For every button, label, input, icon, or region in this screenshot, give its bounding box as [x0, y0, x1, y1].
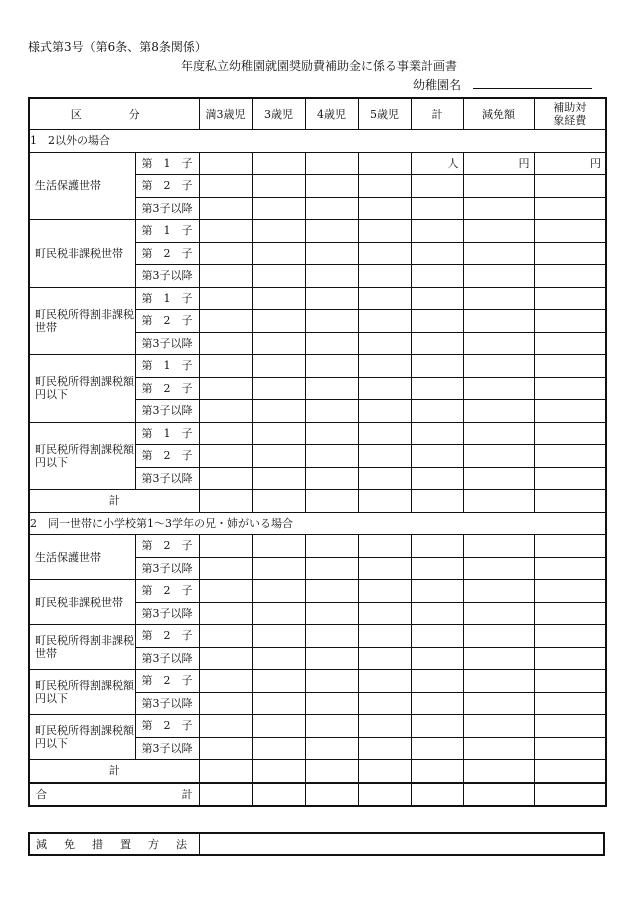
school-name-field[interactable]: [473, 88, 592, 89]
s1-g3-r3-cell-5[interactable]: [411, 332, 463, 355]
s1-g5-r3-cell-7[interactable]: [534, 467, 606, 490]
child-order-label: 第 1 子: [135, 355, 199, 378]
s2-g3-r1-cell-7[interactable]: [534, 625, 606, 648]
s2-g2-r2-cell-3[interactable]: [305, 602, 358, 625]
s2-g3-r1-cell-5[interactable]: [411, 625, 463, 648]
table-row: [29, 625, 606, 648]
s2-g2-r1-cell-5[interactable]: [411, 580, 463, 603]
s1-g4-r1-cell-1[interactable]: [199, 355, 252, 378]
s1-subtotal-cell-5[interactable]: [411, 490, 463, 513]
header-subsidy-cost: 補助対 象経費: [534, 98, 606, 130]
s2-g2-r2-cell-6[interactable]: [463, 602, 534, 625]
s1-g4-r2-cell-3[interactable]: [305, 377, 358, 400]
s2-g4-r2-cell-6[interactable]: [463, 692, 534, 715]
s1-g1-r3-cell-5[interactable]: [411, 197, 463, 220]
s1-g1-r1-cell-2[interactable]: [252, 152, 305, 175]
s2-g5-r1-cell-2[interactable]: [252, 715, 305, 738]
s2-g5-r1-cell-5[interactable]: [411, 715, 463, 738]
reduction-method-field[interactable]: [199, 833, 604, 855]
s2-g2-r2-cell-5[interactable]: [411, 602, 463, 625]
s1-g3-r2-cell-1[interactable]: [199, 310, 252, 333]
grand-total-label-right: 計: [181, 787, 193, 801]
table-row: [29, 422, 606, 445]
s2-g2-r1-cell-2[interactable]: [252, 580, 305, 603]
s1-subtotal-cell-7[interactable]: [534, 490, 606, 513]
s1-g4-r2-cell-1[interactable]: [199, 377, 252, 400]
household-category-label: 町民税非課税世帯: [29, 220, 135, 288]
s1-g3-r1-cell-2[interactable]: [252, 287, 305, 310]
table-row: [29, 535, 606, 558]
s1-g4-r2-cell-2[interactable]: [252, 377, 305, 400]
s1-g2-r2-cell-3[interactable]: [305, 242, 358, 265]
s2-g3-r1-cell-6[interactable]: [463, 625, 534, 648]
s2-g1-r2-cell-4[interactable]: [358, 557, 411, 580]
s1-g5-r2-cell-2[interactable]: [252, 445, 305, 468]
s2-g5-r2-cell-7[interactable]: [534, 737, 606, 760]
child-order-label: 第 2 子: [135, 445, 199, 468]
s1-g1-r3-cell-3[interactable]: [305, 197, 358, 220]
child-order-label: 第 2 子: [135, 242, 199, 265]
child-order-label: 第3子以降: [135, 692, 199, 715]
s2-g4-r1-cell-6[interactable]: [463, 670, 534, 693]
s2-subtotal-cell-6[interactable]: [463, 760, 534, 783]
s2-g4-r1-cell-3[interactable]: [305, 670, 358, 693]
table-row: [29, 220, 606, 243]
s2-g4-r2-cell-1[interactable]: [199, 692, 252, 715]
s1-g3-r1-cell-6[interactable]: [463, 287, 534, 310]
s2-subtotal-cell-5[interactable]: [411, 760, 463, 783]
s1-g1-r2-cell-6[interactable]: [463, 175, 534, 198]
s2-g1-r2-cell-7[interactable]: [534, 557, 606, 580]
household-category-label: 生活保護世帯: [29, 152, 135, 220]
s1-g3-r3-cell-4[interactable]: [358, 332, 411, 355]
s1-g5-r1-cell-4[interactable]: [358, 422, 411, 445]
s2-subtotal-cell-4[interactable]: [358, 760, 411, 783]
s1-g1-r3-cell-6[interactable]: [463, 197, 534, 220]
s1-g5-r1-cell-1[interactable]: [199, 422, 252, 445]
s2-g4-r2-cell-4[interactable]: [358, 692, 411, 715]
s2-g3-r1-cell-2[interactable]: [252, 625, 305, 648]
s1-g2-r1-cell-1[interactable]: [199, 220, 252, 243]
child-order-label: 第 2 子: [135, 625, 199, 648]
s1-g3-r2-cell-3[interactable]: [305, 310, 358, 333]
s2-g4-r1-cell-7[interactable]: [534, 670, 606, 693]
section-1-title-row: [29, 130, 606, 153]
s2-g3-r2-cell-2[interactable]: [252, 647, 305, 670]
s2-g1-r2-cell-6[interactable]: [463, 557, 534, 580]
s1-g2-r1-cell-5[interactable]: [411, 220, 463, 243]
s1-subtotal-cell-4[interactable]: [358, 490, 411, 513]
s1-g3-r3-cell-1[interactable]: [199, 332, 252, 355]
s1-g2-r1-cell-2[interactable]: [252, 220, 305, 243]
header-age-4: 4歳児: [305, 98, 358, 130]
household-category-label: 生活保護世帯: [29, 535, 135, 580]
s1-g4-r1-cell-2[interactable]: [252, 355, 305, 378]
household-category-label: 町民税所得割非課税世帯: [29, 287, 135, 355]
s1-g5-r2-cell-7[interactable]: [534, 445, 606, 468]
s2-g5-r1-cell-7[interactable]: [534, 715, 606, 738]
s2-g3-r1-cell-4[interactable]: [358, 625, 411, 648]
s1-g4-r1-cell-4[interactable]: [358, 355, 411, 378]
s1-g2-r1-cell-4[interactable]: [358, 220, 411, 243]
s2-g1-r1-cell-5[interactable]: [411, 535, 463, 558]
header-total: 計: [411, 98, 463, 130]
s1-g2-r2-cell-4[interactable]: [358, 242, 411, 265]
s1-g1-r3-cell-2[interactable]: [252, 197, 305, 220]
child-order-label: 第 2 子: [135, 670, 199, 693]
child-order-label: 第3子以降: [135, 467, 199, 490]
s1-g2-r3-cell-1[interactable]: [199, 265, 252, 288]
s2-g5-r1-cell-1[interactable]: [199, 715, 252, 738]
s2-subtotal-cell-3[interactable]: [305, 760, 358, 783]
child-order-label: 第3子以降: [135, 400, 199, 423]
s1-g4-r3-cell-2[interactable]: [252, 400, 305, 423]
s1-g3-r1-cell-4[interactable]: [358, 287, 411, 310]
s1-g4-r3-cell-3[interactable]: [305, 400, 358, 423]
s2-g5-r2-cell-1[interactable]: [199, 737, 252, 760]
s1-g1-r1-cell-4[interactable]: [358, 152, 411, 175]
s2-g1-r1-cell-6[interactable]: [463, 535, 534, 558]
child-order-label: 第 1 子: [135, 220, 199, 243]
s1-g1-r2-cell-4[interactable]: [358, 175, 411, 198]
s1-g5-r1-cell-5[interactable]: [411, 422, 463, 445]
s1-g1-r1-cell-6[interactable]: 円: [463, 152, 534, 175]
s1-g5-r3-cell-5[interactable]: [411, 467, 463, 490]
s1-g3-r3-cell-7[interactable]: [534, 332, 606, 355]
s1-subtotal-cell-6[interactable]: [463, 490, 534, 513]
form-number: 様式第3号（第6条、第8条関係）: [28, 40, 207, 54]
child-order-label: 第3子以降: [135, 737, 199, 760]
s2-g2-r1-cell-4[interactable]: [358, 580, 411, 603]
s1-g1-r1-cell-5[interactable]: 人: [411, 152, 463, 175]
s1-g2-r3-cell-2[interactable]: [252, 265, 305, 288]
grand-total-cell-3[interactable]: [305, 783, 358, 807]
s1-g3-r2-cell-5[interactable]: [411, 310, 463, 333]
s2-g4-r2-cell-3[interactable]: [305, 692, 358, 715]
table-row: [29, 355, 606, 378]
grand-total-cell-5[interactable]: [411, 783, 463, 807]
s2-g3-r2-cell-7[interactable]: [534, 647, 606, 670]
s1-g5-r3-cell-2[interactable]: [252, 467, 305, 490]
section-1-title: 1 2以外の場合: [29, 130, 606, 153]
s1-g2-r3-cell-4[interactable]: [358, 265, 411, 288]
s1-g3-r1-cell-5[interactable]: [411, 287, 463, 310]
s2-g4-r1-cell-1[interactable]: [199, 670, 252, 693]
s2-g4-r1-cell-5[interactable]: [411, 670, 463, 693]
section-2-title: 2 同一世帯に小学校第1～3学年の兄・姉がいる場合: [29, 512, 606, 535]
s2-g1-r1-cell-1[interactable]: [199, 535, 252, 558]
s1-g2-r3-cell-6[interactable]: [463, 265, 534, 288]
s2-g2-r1-cell-3[interactable]: [305, 580, 358, 603]
s1-g2-r1-cell-7[interactable]: [534, 220, 606, 243]
s1-g5-r1-cell-7[interactable]: [534, 422, 606, 445]
s2-g2-r2-cell-4[interactable]: [358, 602, 411, 625]
grand-total-row: [29, 783, 606, 807]
s1-g5-r3-cell-1[interactable]: [199, 467, 252, 490]
s1-g3-r1-cell-1[interactable]: [199, 287, 252, 310]
s1-g5-r2-cell-5[interactable]: [411, 445, 463, 468]
s2-g3-r1-cell-3[interactable]: [305, 625, 358, 648]
grand-total-cell-6[interactable]: [463, 783, 534, 807]
child-order-label: 第3子以降: [135, 557, 199, 580]
s2-g4-r1-cell-4[interactable]: [358, 670, 411, 693]
section-1-subtotal-row: [29, 490, 606, 513]
s1-g1-r3-cell-7[interactable]: [534, 197, 606, 220]
s1-g2-r3-cell-3[interactable]: [305, 265, 358, 288]
table-row: [29, 287, 606, 310]
s2-g1-r2-cell-2[interactable]: [252, 557, 305, 580]
header-kubun: 区 分: [29, 98, 199, 130]
s2-g3-r1-cell-1[interactable]: [199, 625, 252, 648]
grand-total-cell-2[interactable]: [252, 783, 305, 807]
child-order-label: 第3子以降: [135, 197, 199, 220]
s2-g5-r2-cell-4[interactable]: [358, 737, 411, 760]
s2-g1-r1-cell-3[interactable]: [305, 535, 358, 558]
s1-g3-r1-cell-7[interactable]: [534, 287, 606, 310]
s2-g5-r2-cell-2[interactable]: [252, 737, 305, 760]
s1-g3-r3-cell-6[interactable]: [463, 332, 534, 355]
s1-g2-r2-cell-6[interactable]: [463, 242, 534, 265]
s1-g3-r2-cell-6[interactable]: [463, 310, 534, 333]
s1-g1-r1-cell-1[interactable]: [199, 152, 252, 175]
s1-g2-r1-cell-6[interactable]: [463, 220, 534, 243]
s1-g1-r2-cell-2[interactable]: [252, 175, 305, 198]
s1-subtotal-cell-3[interactable]: [305, 490, 358, 513]
s1-g4-r1-cell-5[interactable]: [411, 355, 463, 378]
child-order-label: 第3子以降: [135, 602, 199, 625]
s1-g3-r3-cell-2[interactable]: [252, 332, 305, 355]
s1-g2-r3-cell-5[interactable]: [411, 265, 463, 288]
child-order-label: 第3子以降: [135, 647, 199, 670]
s1-g5-r1-cell-2[interactable]: [252, 422, 305, 445]
s1-g3-r1-cell-3[interactable]: [305, 287, 358, 310]
document-title: 年度私立幼稚園就園奨励費補助金に係る事業計画書: [181, 59, 458, 73]
child-order-label: 第 1 子: [135, 287, 199, 310]
s1-g1-r1-cell-7[interactable]: 円: [534, 152, 606, 175]
s1-g5-r3-cell-3[interactable]: [305, 467, 358, 490]
table-row: [29, 580, 606, 603]
plan-table: [28, 97, 607, 807]
s2-g3-r2-cell-1[interactable]: [199, 647, 252, 670]
s2-g2-r1-cell-1[interactable]: [199, 580, 252, 603]
s2-g2-r1-cell-7[interactable]: [534, 580, 606, 603]
header-age-3: 3歳児: [252, 98, 305, 130]
child-order-label: 第3子以降: [135, 265, 199, 288]
s1-g4-r1-cell-3[interactable]: [305, 355, 358, 378]
s1-g4-r2-cell-6[interactable]: [463, 377, 534, 400]
s2-g4-r2-cell-2[interactable]: [252, 692, 305, 715]
s1-g2-r2-cell-2[interactable]: [252, 242, 305, 265]
s2-g2-r1-cell-6[interactable]: [463, 580, 534, 603]
header-row: [29, 98, 606, 130]
s2-g5-r2-cell-3[interactable]: [305, 737, 358, 760]
household-category-label: 町民税所得割非課税世帯: [29, 625, 135, 670]
s1-g4-r3-cell-7[interactable]: [534, 400, 606, 423]
s1-g5-r1-cell-3[interactable]: [305, 422, 358, 445]
s2-g3-r2-cell-5[interactable]: [411, 647, 463, 670]
table-row: [29, 670, 606, 693]
s2-g3-r2-cell-6[interactable]: [463, 647, 534, 670]
s2-g1-r1-cell-2[interactable]: [252, 535, 305, 558]
s2-g5-r2-cell-6[interactable]: [463, 737, 534, 760]
grand-total-label-left: 合: [36, 787, 47, 801]
subtotal-label: 計: [29, 490, 199, 513]
s2-g3-r2-cell-3[interactable]: [305, 647, 358, 670]
s1-g4-r2-cell-4[interactable]: [358, 377, 411, 400]
s1-g3-r2-cell-4[interactable]: [358, 310, 411, 333]
s1-g5-r2-cell-4[interactable]: [358, 445, 411, 468]
s1-g1-r3-cell-4[interactable]: [358, 197, 411, 220]
s1-g5-r2-cell-3[interactable]: [305, 445, 358, 468]
s1-g1-r2-cell-5[interactable]: [411, 175, 463, 198]
s1-g1-r2-cell-3[interactable]: [305, 175, 358, 198]
header-reduction: 減免額: [463, 98, 534, 130]
s1-g4-r3-cell-4[interactable]: [358, 400, 411, 423]
s1-subtotal-cell-2[interactable]: [252, 490, 305, 513]
s2-g2-r2-cell-2[interactable]: [252, 602, 305, 625]
s1-g4-r2-cell-5[interactable]: [411, 377, 463, 400]
s1-g2-r2-cell-5[interactable]: [411, 242, 463, 265]
s2-g5-r1-cell-4[interactable]: [358, 715, 411, 738]
s1-g4-r1-cell-6[interactable]: [463, 355, 534, 378]
section-2-subtotal-row: [29, 760, 606, 783]
s1-g1-r3-cell-1[interactable]: [199, 197, 252, 220]
grand-total-cell-4[interactable]: [358, 783, 411, 807]
household-category-label: 町民税所得割課税額 円以下: [29, 355, 135, 423]
child-order-label: 第 2 子: [135, 715, 199, 738]
s1-g5-r1-cell-6[interactable]: [463, 422, 534, 445]
child-order-label: 第 1 子: [135, 422, 199, 445]
table-row: [29, 152, 606, 175]
household-category-label: 町民税所得割課税額 円以下: [29, 670, 135, 715]
child-order-label: 第 2 子: [135, 310, 199, 333]
child-order-label: 第3子以降: [135, 332, 199, 355]
s2-g1-r1-cell-4[interactable]: [358, 535, 411, 558]
s2-g5-r1-cell-3[interactable]: [305, 715, 358, 738]
household-category-label: 町民税所得割課税額 円以下: [29, 715, 135, 760]
s2-g3-r2-cell-4[interactable]: [358, 647, 411, 670]
s1-g4-r1-cell-7[interactable]: [534, 355, 606, 378]
s1-g5-r2-cell-1[interactable]: [199, 445, 252, 468]
s2-g4-r1-cell-2[interactable]: [252, 670, 305, 693]
subtotal-label: 計: [29, 760, 199, 783]
s1-g3-r3-cell-3[interactable]: [305, 332, 358, 355]
household-category-label: 町民税所得割課税額 円以下: [29, 422, 135, 490]
child-order-label: 第 2 子: [135, 175, 199, 198]
child-order-label: 第 2 子: [135, 535, 199, 558]
s2-g2-r2-cell-1[interactable]: [199, 602, 252, 625]
s2-g1-r2-cell-5[interactable]: [411, 557, 463, 580]
s1-g3-r2-cell-2[interactable]: [252, 310, 305, 333]
s1-g2-r2-cell-1[interactable]: [199, 242, 252, 265]
s1-g1-r1-cell-3[interactable]: [305, 152, 358, 175]
grand-total-cell-1[interactable]: [199, 783, 252, 807]
s2-g1-r2-cell-3[interactable]: [305, 557, 358, 580]
s2-g5-r2-cell-5[interactable]: [411, 737, 463, 760]
section-2-title-row: [29, 512, 606, 535]
header-age-0: 満3歳児: [199, 98, 252, 130]
reduction-method-table: [28, 832, 605, 856]
s1-g4-r2-cell-7[interactable]: [534, 377, 606, 400]
s1-g4-r3-cell-1[interactable]: [199, 400, 252, 423]
household-category-label: 町民税非課税世帯: [29, 580, 135, 625]
child-order-label: 第 1 子: [135, 152, 199, 175]
reduction-method-label: 減免措置方法: [29, 833, 199, 855]
child-order-label: 第 2 子: [135, 580, 199, 603]
header-age-5: 5歳児: [358, 98, 411, 130]
table-row: [29, 715, 606, 738]
s2-subtotal-cell-1[interactable]: [199, 760, 252, 783]
s2-g1-r2-cell-1[interactable]: [199, 557, 252, 580]
s2-g4-r2-cell-5[interactable]: [411, 692, 463, 715]
s2-g2-r2-cell-7[interactable]: [534, 602, 606, 625]
s1-g1-r2-cell-1[interactable]: [199, 175, 252, 198]
s1-subtotal-cell-1[interactable]: [199, 490, 252, 513]
s1-g4-r3-cell-5[interactable]: [411, 400, 463, 423]
s1-g5-r2-cell-6[interactable]: [463, 445, 534, 468]
s2-g4-r2-cell-7[interactable]: [534, 692, 606, 715]
s2-g1-r1-cell-7[interactable]: [534, 535, 606, 558]
s2-g5-r1-cell-6[interactable]: [463, 715, 534, 738]
s1-g2-r3-cell-7[interactable]: [534, 265, 606, 288]
s2-subtotal-cell-2[interactable]: [252, 760, 305, 783]
s1-g4-r3-cell-6[interactable]: [463, 400, 534, 423]
s1-g2-r1-cell-3[interactable]: [305, 220, 358, 243]
s1-g5-r3-cell-4[interactable]: [358, 467, 411, 490]
s1-g3-r2-cell-7[interactable]: [534, 310, 606, 333]
child-order-label: 第 2 子: [135, 377, 199, 400]
grand-total-cell-7[interactable]: [534, 783, 606, 807]
s1-g5-r3-cell-6[interactable]: [463, 467, 534, 490]
s2-subtotal-cell-7[interactable]: [534, 760, 606, 783]
s1-g2-r2-cell-7[interactable]: [534, 242, 606, 265]
grand-total-label: [29, 783, 199, 807]
s1-g1-r2-cell-7[interactable]: [534, 175, 606, 198]
school-name-label: 幼稚園名: [413, 78, 462, 92]
